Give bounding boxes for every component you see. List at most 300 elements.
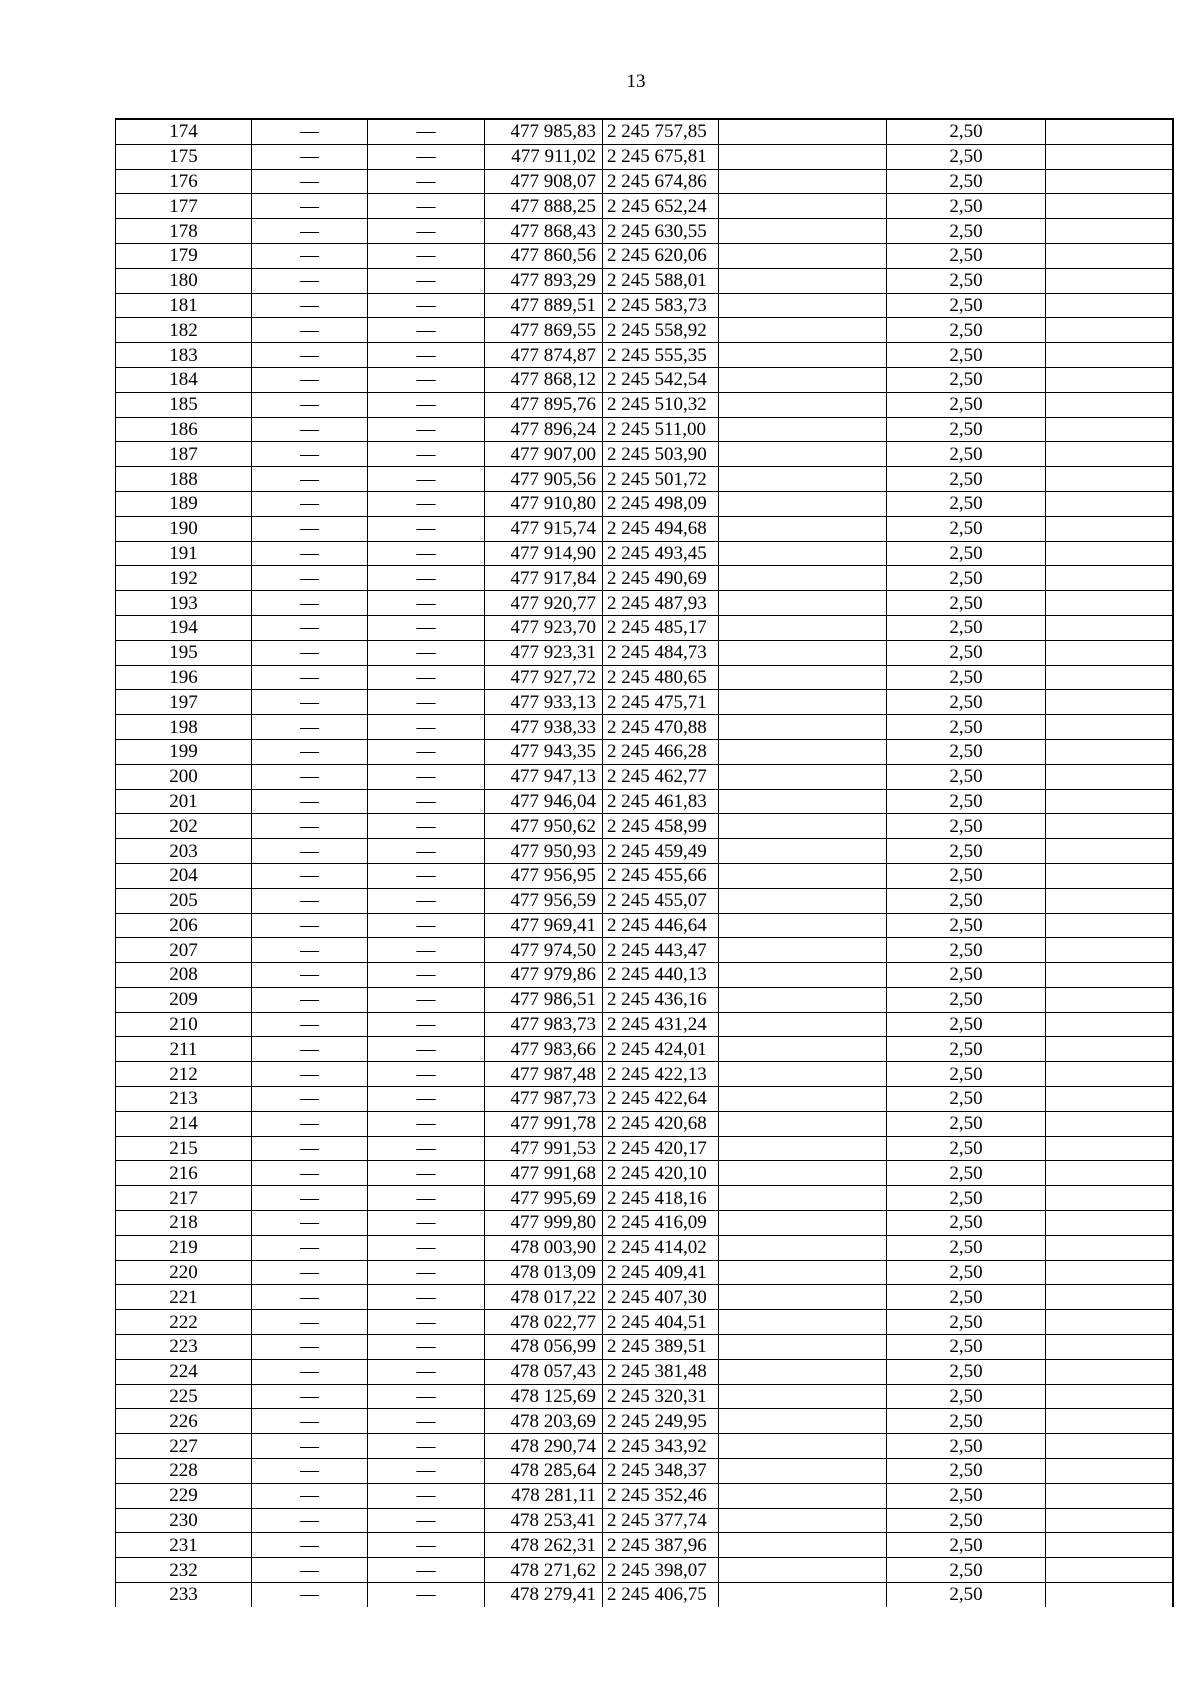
column-3-cell: — (368, 1483, 485, 1508)
column-3-cell: — (368, 1161, 485, 1186)
column-3-cell: — (368, 293, 485, 318)
y-coordinate-cell: 2 245 420,17 (603, 1136, 719, 1161)
x-coordinate-cell: 477 991,68 (485, 1161, 603, 1186)
column-6-cell (719, 814, 887, 839)
column-2-cell: — (252, 715, 368, 740)
column-8-cell (1046, 243, 1173, 268)
column-8-cell (1046, 1583, 1173, 1607)
column-8-cell (1046, 715, 1173, 740)
column-3-cell: — (368, 888, 485, 913)
x-coordinate-cell: 477 889,51 (485, 293, 603, 318)
column-6-cell (719, 888, 887, 913)
point-number-cell: 201 (116, 789, 252, 814)
column-6-cell (719, 1409, 887, 1434)
column-2-cell: — (252, 764, 368, 789)
accuracy-value-cell: 2,50 (887, 1062, 1046, 1087)
column-2-cell: — (252, 963, 368, 988)
column-2-cell: — (252, 541, 368, 566)
column-2-cell: — (252, 591, 368, 616)
x-coordinate-cell: 478 057,43 (485, 1359, 603, 1384)
accuracy-value-cell: 2,50 (887, 863, 1046, 888)
y-coordinate-cell: 2 245 422,13 (603, 1062, 719, 1087)
x-coordinate-cell: 477 888,25 (485, 194, 603, 219)
column-8-cell (1046, 442, 1173, 467)
column-6-cell (719, 343, 887, 368)
y-coordinate-cell: 2 245 487,93 (603, 591, 719, 616)
column-3-cell: — (368, 1260, 485, 1285)
point-number-cell: 216 (116, 1161, 252, 1186)
column-3-cell: — (368, 318, 485, 343)
point-number-cell: 191 (116, 541, 252, 566)
column-8-cell (1046, 293, 1173, 318)
point-number-cell: 207 (116, 938, 252, 963)
y-coordinate-cell: 2 245 498,09 (603, 491, 719, 516)
x-coordinate-cell: 477 956,95 (485, 863, 603, 888)
accuracy-value-cell: 2,50 (887, 491, 1046, 516)
x-coordinate-cell: 477 896,24 (485, 417, 603, 442)
table-row (116, 219, 1173, 244)
table-row (116, 1583, 1173, 1607)
table-row (116, 442, 1173, 467)
column-8-cell (1046, 591, 1173, 616)
x-coordinate-cell: 477 987,48 (485, 1062, 603, 1087)
y-coordinate-cell: 2 245 455,66 (603, 863, 719, 888)
column-3-cell: — (368, 566, 485, 591)
y-coordinate-cell: 2 245 470,88 (603, 715, 719, 740)
column-6-cell (719, 1087, 887, 1112)
point-number-cell: 215 (116, 1136, 252, 1161)
column-8-cell (1046, 1285, 1173, 1310)
x-coordinate-cell: 477 869,55 (485, 318, 603, 343)
point-number-cell: 205 (116, 888, 252, 913)
y-coordinate-cell: 2 245 490,69 (603, 566, 719, 591)
column-2-cell: — (252, 169, 368, 194)
accuracy-value-cell: 2,50 (887, 1583, 1046, 1607)
column-6-cell (719, 715, 887, 740)
y-coordinate-cell: 2 245 348,37 (603, 1459, 719, 1484)
point-number-cell: 219 (116, 1235, 252, 1260)
accuracy-value-cell: 2,50 (887, 1310, 1046, 1335)
column-2-cell: — (252, 144, 368, 169)
x-coordinate-cell: 477 908,07 (485, 169, 603, 194)
column-6-cell (719, 1533, 887, 1558)
accuracy-value-cell: 2,50 (887, 343, 1046, 368)
column-6-cell (719, 1062, 887, 1087)
column-2-cell: — (252, 516, 368, 541)
x-coordinate-cell: 477 950,62 (485, 814, 603, 839)
column-3-cell: — (368, 119, 485, 144)
y-coordinate-cell: 2 245 475,71 (603, 690, 719, 715)
x-coordinate-cell: 478 125,69 (485, 1384, 603, 1409)
column-2-cell: — (252, 343, 368, 368)
x-coordinate-cell: 477 927,72 (485, 665, 603, 690)
column-6-cell (719, 987, 887, 1012)
y-coordinate-cell: 2 245 588,01 (603, 268, 719, 293)
column-3-cell: — (368, 467, 485, 492)
column-6-cell (719, 863, 887, 888)
accuracy-value-cell: 2,50 (887, 516, 1046, 541)
column-6-cell (719, 392, 887, 417)
column-2-cell: — (252, 293, 368, 318)
x-coordinate-cell: 478 279,41 (485, 1583, 603, 1607)
column-2-cell: — (252, 1583, 368, 1607)
accuracy-value-cell: 2,50 (887, 144, 1046, 169)
y-coordinate-cell: 2 245 555,35 (603, 343, 719, 368)
column-6-cell (719, 541, 887, 566)
coordinates-table (115, 118, 1174, 1607)
table-row (116, 715, 1173, 740)
column-8-cell (1046, 194, 1173, 219)
column-2-cell: — (252, 1111, 368, 1136)
table-row (116, 739, 1173, 764)
accuracy-value-cell: 2,50 (887, 392, 1046, 417)
point-number-cell: 195 (116, 640, 252, 665)
point-number-cell: 223 (116, 1335, 252, 1360)
column-2-cell: — (252, 1508, 368, 1533)
point-number-cell: 184 (116, 367, 252, 392)
column-8-cell (1046, 1409, 1173, 1434)
point-number-cell: 177 (116, 194, 252, 219)
column-3-cell: — (368, 1310, 485, 1335)
column-3-cell: — (368, 963, 485, 988)
column-8-cell (1046, 392, 1173, 417)
column-8-cell (1046, 1062, 1173, 1087)
column-3-cell: — (368, 1409, 485, 1434)
column-6-cell (719, 219, 887, 244)
table-row (116, 1558, 1173, 1583)
x-coordinate-cell: 478 262,31 (485, 1533, 603, 1558)
column-6-cell (719, 1558, 887, 1583)
column-3-cell: — (368, 516, 485, 541)
x-coordinate-cell: 477 915,74 (485, 516, 603, 541)
x-coordinate-cell: 477 987,73 (485, 1087, 603, 1112)
column-8-cell (1046, 1136, 1173, 1161)
point-number-cell: 217 (116, 1186, 252, 1211)
column-3-cell: — (368, 938, 485, 963)
y-coordinate-cell: 2 245 494,68 (603, 516, 719, 541)
point-number-cell: 218 (116, 1211, 252, 1236)
accuracy-value-cell: 2,50 (887, 1037, 1046, 1062)
column-3-cell: — (368, 169, 485, 194)
x-coordinate-cell: 477 995,69 (485, 1186, 603, 1211)
column-6-cell (719, 442, 887, 467)
table-row (116, 318, 1173, 343)
point-number-cell: 231 (116, 1533, 252, 1558)
column-2-cell: — (252, 467, 368, 492)
column-3-cell: — (368, 1583, 485, 1607)
point-number-cell: 209 (116, 987, 252, 1012)
y-coordinate-cell: 2 245 558,92 (603, 318, 719, 343)
column-8-cell (1046, 1508, 1173, 1533)
column-8-cell (1046, 1335, 1173, 1360)
x-coordinate-cell: 477 893,29 (485, 268, 603, 293)
table-row (116, 987, 1173, 1012)
point-number-cell: 214 (116, 1111, 252, 1136)
column-2-cell: — (252, 392, 368, 417)
column-2-cell: — (252, 789, 368, 814)
y-coordinate-cell: 2 245 511,00 (603, 417, 719, 442)
column-3-cell: — (368, 913, 485, 938)
y-coordinate-cell: 2 245 462,77 (603, 764, 719, 789)
column-3-cell: — (368, 615, 485, 640)
point-number-cell: 208 (116, 963, 252, 988)
accuracy-value-cell: 2,50 (887, 1384, 1046, 1409)
y-coordinate-cell: 2 245 398,07 (603, 1558, 719, 1583)
y-coordinate-cell: 2 245 485,17 (603, 615, 719, 640)
column-8-cell (1046, 1087, 1173, 1112)
column-2-cell: — (252, 987, 368, 1012)
y-coordinate-cell: 2 245 381,48 (603, 1359, 719, 1384)
column-8-cell (1046, 417, 1173, 442)
point-number-cell: 189 (116, 491, 252, 516)
column-8-cell (1046, 814, 1173, 839)
column-6-cell (719, 318, 887, 343)
accuracy-value-cell: 2,50 (887, 1111, 1046, 1136)
table-row (116, 1111, 1173, 1136)
accuracy-value-cell: 2,50 (887, 715, 1046, 740)
y-coordinate-cell: 2 245 757,85 (603, 119, 719, 144)
y-coordinate-cell: 2 245 406,75 (603, 1583, 719, 1607)
accuracy-value-cell: 2,50 (887, 690, 1046, 715)
column-6-cell (719, 789, 887, 814)
table-row (116, 1508, 1173, 1533)
point-number-cell: 224 (116, 1359, 252, 1384)
column-8-cell (1046, 888, 1173, 913)
x-coordinate-cell: 478 013,09 (485, 1260, 603, 1285)
column-8-cell (1046, 863, 1173, 888)
column-3-cell: — (368, 442, 485, 467)
column-3-cell: — (368, 417, 485, 442)
table-row (116, 665, 1173, 690)
column-3-cell: — (368, 1186, 485, 1211)
point-number-cell: 192 (116, 566, 252, 591)
column-3-cell: — (368, 789, 485, 814)
table-row (116, 690, 1173, 715)
table-row (116, 1459, 1173, 1484)
column-2-cell: — (252, 1409, 368, 1434)
column-3-cell: — (368, 1459, 485, 1484)
point-number-cell: 225 (116, 1384, 252, 1409)
column-8-cell (1046, 119, 1173, 144)
y-coordinate-cell: 2 245 249,95 (603, 1409, 719, 1434)
column-2-cell: — (252, 119, 368, 144)
table-row (116, 764, 1173, 789)
accuracy-value-cell: 2,50 (887, 169, 1046, 194)
accuracy-value-cell: 2,50 (887, 1012, 1046, 1037)
column-8-cell (1046, 1211, 1173, 1236)
table-row (116, 1136, 1173, 1161)
column-2-cell: — (252, 1335, 368, 1360)
y-coordinate-cell: 2 245 409,41 (603, 1260, 719, 1285)
y-coordinate-cell: 2 245 446,64 (603, 913, 719, 938)
column-3-cell: — (368, 1111, 485, 1136)
x-coordinate-cell: 478 203,69 (485, 1409, 603, 1434)
table-row (116, 1161, 1173, 1186)
y-coordinate-cell: 2 245 436,16 (603, 987, 719, 1012)
column-3-cell: — (368, 491, 485, 516)
column-2-cell: — (252, 1260, 368, 1285)
point-number-cell: 204 (116, 863, 252, 888)
column-3-cell: — (368, 1434, 485, 1459)
table-row (116, 1359, 1173, 1384)
accuracy-value-cell: 2,50 (887, 268, 1046, 293)
point-number-cell: 210 (116, 1012, 252, 1037)
x-coordinate-cell: 477 860,56 (485, 243, 603, 268)
accuracy-value-cell: 2,50 (887, 1285, 1046, 1310)
column-6-cell (719, 839, 887, 864)
y-coordinate-cell: 2 245 493,45 (603, 541, 719, 566)
column-3-cell: — (368, 268, 485, 293)
column-2-cell: — (252, 367, 368, 392)
column-8-cell (1046, 1161, 1173, 1186)
column-8-cell (1046, 739, 1173, 764)
column-6-cell (719, 615, 887, 640)
table-row (116, 615, 1173, 640)
x-coordinate-cell: 478 281,11 (485, 1483, 603, 1508)
column-8-cell (1046, 640, 1173, 665)
accuracy-value-cell: 2,50 (887, 1434, 1046, 1459)
column-2-cell: — (252, 1384, 368, 1409)
point-number-cell: 230 (116, 1508, 252, 1533)
column-6-cell (719, 913, 887, 938)
column-6-cell (719, 169, 887, 194)
column-8-cell (1046, 367, 1173, 392)
column-2-cell: — (252, 690, 368, 715)
column-2-cell: — (252, 442, 368, 467)
accuracy-value-cell: 2,50 (887, 1359, 1046, 1384)
column-2-cell: — (252, 640, 368, 665)
column-6-cell (719, 1359, 887, 1384)
y-coordinate-cell: 2 245 407,30 (603, 1285, 719, 1310)
column-2-cell: — (252, 318, 368, 343)
column-6-cell (719, 1111, 887, 1136)
column-6-cell (719, 1583, 887, 1607)
y-coordinate-cell: 2 245 414,02 (603, 1235, 719, 1260)
column-8-cell (1046, 987, 1173, 1012)
accuracy-value-cell: 2,50 (887, 119, 1046, 144)
x-coordinate-cell: 477 911,02 (485, 144, 603, 169)
table-row (116, 963, 1173, 988)
accuracy-value-cell: 2,50 (887, 963, 1046, 988)
column-6-cell (719, 367, 887, 392)
column-2-cell: — (252, 243, 368, 268)
column-8-cell (1046, 144, 1173, 169)
accuracy-value-cell: 2,50 (887, 1087, 1046, 1112)
x-coordinate-cell: 477 933,13 (485, 690, 603, 715)
column-2-cell: — (252, 665, 368, 690)
page-number: 13 (626, 71, 646, 92)
column-8-cell (1046, 690, 1173, 715)
table-row (116, 417, 1173, 442)
y-coordinate-cell: 2 245 510,32 (603, 392, 719, 417)
point-number-cell: 221 (116, 1285, 252, 1310)
column-3-cell: — (368, 814, 485, 839)
column-2-cell: — (252, 814, 368, 839)
accuracy-value-cell: 2,50 (887, 888, 1046, 913)
point-number-cell: 200 (116, 764, 252, 789)
point-number-cell: 178 (116, 219, 252, 244)
column-3-cell: — (368, 194, 485, 219)
table-row (116, 541, 1173, 566)
table-body (116, 119, 1173, 1607)
column-6-cell (719, 1260, 887, 1285)
point-number-cell: 194 (116, 615, 252, 640)
accuracy-value-cell: 2,50 (887, 615, 1046, 640)
point-number-cell: 228 (116, 1459, 252, 1484)
table-row (116, 1533, 1173, 1558)
accuracy-value-cell: 2,50 (887, 938, 1046, 963)
x-coordinate-cell: 478 017,22 (485, 1285, 603, 1310)
point-number-cell: 227 (116, 1434, 252, 1459)
column-3-cell: — (368, 541, 485, 566)
point-number-cell: 182 (116, 318, 252, 343)
column-2-cell: — (252, 1062, 368, 1087)
table-row (116, 491, 1173, 516)
column-2-cell: — (252, 913, 368, 938)
column-6-cell (719, 566, 887, 591)
accuracy-value-cell: 2,50 (887, 293, 1046, 318)
column-6-cell (719, 1186, 887, 1211)
column-2-cell: — (252, 1285, 368, 1310)
column-8-cell (1046, 566, 1173, 591)
column-2-cell: — (252, 739, 368, 764)
column-3-cell: — (368, 1384, 485, 1409)
column-6-cell (719, 1136, 887, 1161)
table-row (116, 367, 1173, 392)
table-row (116, 1087, 1173, 1112)
x-coordinate-cell: 477 969,41 (485, 913, 603, 938)
y-coordinate-cell: 2 245 455,07 (603, 888, 719, 913)
table-row (116, 293, 1173, 318)
table-row (116, 1483, 1173, 1508)
x-coordinate-cell: 477 999,80 (485, 1211, 603, 1236)
accuracy-value-cell: 2,50 (887, 1136, 1046, 1161)
column-8-cell (1046, 839, 1173, 864)
point-number-cell: 203 (116, 839, 252, 864)
table-row (116, 144, 1173, 169)
x-coordinate-cell: 477 974,50 (485, 938, 603, 963)
x-coordinate-cell: 477 938,33 (485, 715, 603, 740)
y-coordinate-cell: 2 245 674,86 (603, 169, 719, 194)
column-3-cell: — (368, 1211, 485, 1236)
y-coordinate-cell: 2 245 387,96 (603, 1533, 719, 1558)
point-number-cell: 232 (116, 1558, 252, 1583)
column-6-cell (719, 1434, 887, 1459)
x-coordinate-cell: 477 946,04 (485, 789, 603, 814)
table-row (116, 1186, 1173, 1211)
column-3-cell: — (368, 640, 485, 665)
table-row (116, 640, 1173, 665)
y-coordinate-cell: 2 245 542,54 (603, 367, 719, 392)
column-8-cell (1046, 1558, 1173, 1583)
y-coordinate-cell: 2 245 418,16 (603, 1186, 719, 1211)
accuracy-value-cell: 2,50 (887, 1409, 1046, 1434)
x-coordinate-cell: 477 991,78 (485, 1111, 603, 1136)
x-coordinate-cell: 477 917,84 (485, 566, 603, 591)
column-3-cell: — (368, 1087, 485, 1112)
accuracy-value-cell: 2,50 (887, 243, 1046, 268)
accuracy-value-cell: 2,50 (887, 1558, 1046, 1583)
column-3-cell: — (368, 1508, 485, 1533)
accuracy-value-cell: 2,50 (887, 417, 1046, 442)
x-coordinate-cell: 477 947,13 (485, 764, 603, 789)
y-coordinate-cell: 2 245 466,28 (603, 739, 719, 764)
table-row (116, 863, 1173, 888)
point-number-cell: 175 (116, 144, 252, 169)
point-number-cell: 190 (116, 516, 252, 541)
x-coordinate-cell: 478 271,62 (485, 1558, 603, 1583)
point-number-cell: 220 (116, 1260, 252, 1285)
